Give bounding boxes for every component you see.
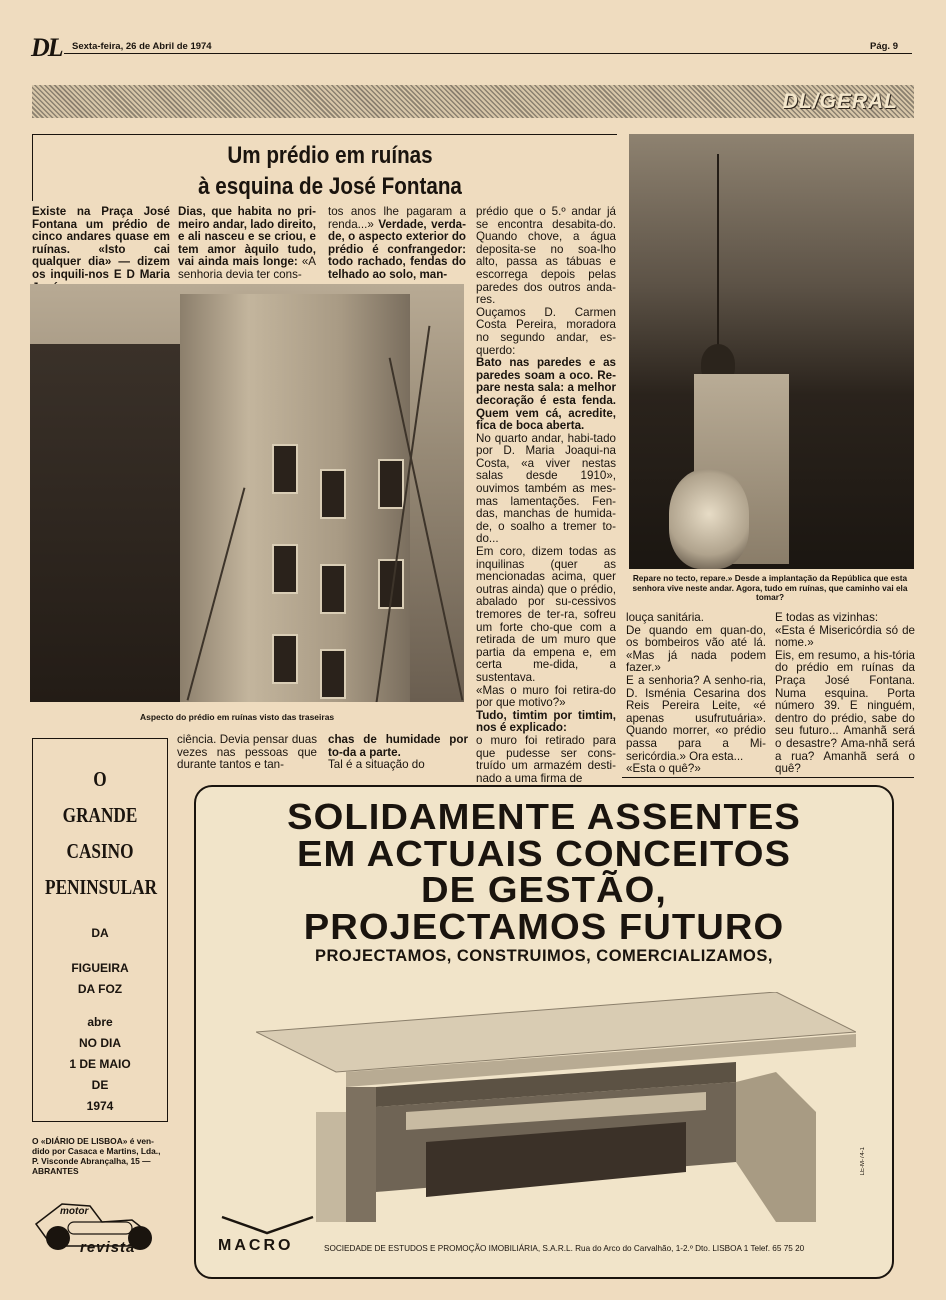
distribution-note: O «DIÁRIO DE LISBOA» é ven-dido por Casaca e Martins, Lda., P. Visconde Abrançalha, 15 — ABRANTES: [32, 1136, 161, 1176]
tenant-photo: [629, 134, 914, 569]
casino-da-foz: DA FOZ: [77, 982, 123, 996]
macro-headline-3: DE GESTÃO,: [421, 869, 667, 910]
macro-structure-illustration: [256, 992, 856, 1222]
macro-subheadline: PROJECTAMOS, CONSTRUIMOS, COMERCIALIZAMOS,: [315, 947, 773, 965]
col4-text-b: No quarto andar, habi-tado por D. Maria Joaqui-na Costa, «a viver nestas salas desde 1910», ouvimos também as mes-mas lamentações. Fen-das, manchas de humida-de, o soalho a tremer to-do... Em coro, dizem todas as inquilinas (quer as mencionadas acima, quer outras ainda) que o prédio, abalado por su-cessivos tremores de ter-ra, sofreu um forte cho-que com a retirada de um muro que partia da empena e, em certa me-dida, a sustentava. «Mas o muro foi retira-do por que motivo?»: [476, 431, 616, 710]
article-col-3-bottom: [328, 734, 468, 772]
casino-title-line-4: PENINSULAR: [45, 875, 158, 899]
revista-word: revista: [80, 1239, 136, 1256]
macro-logo-mark: [220, 1215, 315, 1237]
macro-headline: [175, 796, 913, 947]
macro-headline-1: SOLIDAMENTE ASSENTES: [287, 796, 801, 837]
motor-word: motor: [60, 1206, 89, 1217]
macro-footer: SOCIEDADE DE ESTUDOS E PROMOÇÃO IMOBILIÁRIA, S.A.R.L. Rua do Arco do Carvalhão, 1-2.º Dto. LISBOA 1 Telef. 65 75 20: [324, 1244, 805, 1253]
article-col-4: [476, 206, 616, 785]
col3-bottom-bold: chas de humidade por to-da a parte.: [328, 733, 468, 759]
article-headline: [149, 140, 510, 202]
col2-text: «A senhoria devia ter cons-: [178, 255, 316, 281]
casino-title-line-1: O: [93, 767, 107, 791]
article-end-rule: [622, 777, 914, 778]
col3-bold: Verdade, verda-de, o aspecto exterior do prédio é confrangedor: todo rachado, fendas do telhado ao solo, man-: [328, 217, 466, 281]
page-number: Pág. 9: [870, 41, 898, 52]
casino-year: 1974: [86, 1099, 114, 1113]
casino-title-line-3: CASINO: [66, 839, 134, 863]
article-col-5: louça sanitária. De quando em quan-do, os bombeiros vão até lá. «Mas já nada podem fazer.» E a senhoria? A senho-ria, D. Isménia Cesarina dos Reis Pereira Leite, «é apenas usufrutuária». Quando morrer, «o prédio passa para a Mi-sericórdia.» Ora esta... «Esta o quê?»: [626, 611, 766, 776]
issue-date: Sexta-feira, 26 de Abril de 1974: [72, 41, 212, 52]
newspaper-logo: DL: [31, 33, 62, 62]
col3-bottom-text: Tal é a situação do: [328, 758, 425, 772]
col4-text-a: prédio que o 5.º andar já se encontra desabita-do. Quando chove, a água deposita-se no soa-lho alto, passa as tábuas e escorrega depois pelas paredes dos outros anda-res. Ouçamos D. Carmen Costa Pereira, moradora no segundo andar, es-querdo:: [476, 205, 616, 357]
col4-bold: Bato nas paredes e as paredes soam a oco. Re-pare nesta sala: a melhor decoração é esta fenda. Quem vem cá, acredite, fica de boca aberta.: [476, 356, 616, 433]
article-col-6: E todas as vizinhas: «Esta é Misericórdia só de nome.» Eis, em resumo, a his-tória do prédio em ruínas da Praça José Fontana. Numa esquina. Porta número 39. E ninguém, dentro do prédio, sabe do seu futuro... Amanhã será o desastre? Ama-nhã será a rua? Amanhã será o quê?: [775, 611, 915, 776]
macro-ad-code: LE-M-74-1: [860, 1147, 866, 1176]
col3-text: tos anos lhe pagaram a renda...»: [328, 205, 466, 231]
casino-de: DE: [91, 1078, 109, 1092]
casino-date: 1 DE MAIO: [69, 1057, 131, 1071]
casino-abre: abre: [87, 1015, 113, 1029]
casino-da: DA: [91, 926, 109, 940]
casino-no-dia: NO DIA: [79, 1036, 121, 1050]
article-col-2-bottom: ciência. Devia pensar duas vezes nas pessoas que durante tantos e tan-: [177, 733, 317, 772]
tenant-photo-caption: Repare no tecto, repare.» Desde a implantação da República que esta senhora vive neste andar. Agora, tudo em ruínas, que caminho vai ela tomar?: [632, 573, 908, 603]
col2-bold: Dias, que habita no pri-meiro andar, lado direito, e ali nasceu e se criou, e tem amor àquilo tudo, vai ainda mais longe:: [178, 205, 316, 269]
casino-advertisement: [32, 738, 168, 1122]
headline-line-2: à esquina de José Fontana: [198, 173, 462, 200]
article-col-2: [178, 206, 316, 282]
casino-title-line-2: GRANDE: [62, 803, 138, 827]
col4-text-c: o muro foi retirado para que pudesse ser cons-truído um armazém desti-nado a uma firma de: [476, 733, 616, 785]
macro-headline-2: EM ACTUAIS CONCEITOS: [297, 832, 791, 874]
motor-revista-logo: [32, 1194, 167, 1260]
headline-line-1: Um prédio em ruínas: [227, 142, 433, 169]
header-rule: [64, 53, 912, 54]
macro-logo: MACRO: [218, 1237, 294, 1254]
col4-bold-2: Tudo, timtim por timtim, nos é explicado:: [476, 708, 616, 735]
casino-title: [45, 761, 158, 905]
macro-advertisement: [194, 785, 894, 1279]
casino-figueira: FIGUEIRA: [71, 961, 129, 975]
macro-headline-4: PROJECTAMOS FUTURO: [303, 905, 785, 947]
building-photo: [30, 284, 464, 702]
building-photo-caption: Aspecto do prédio em ruínas visto das traseiras: [140, 712, 335, 722]
article-col-1: Existe na Praça José Fontana um prédio de cinco andares quase em ruínas. «Isto cai qualquer dia» — dizem os inquili-nos E D Maria: [32, 205, 170, 281]
article-col-3: [328, 206, 466, 282]
section-label: DL/GERAL: [782, 90, 898, 113]
section-banner: [32, 85, 914, 118]
